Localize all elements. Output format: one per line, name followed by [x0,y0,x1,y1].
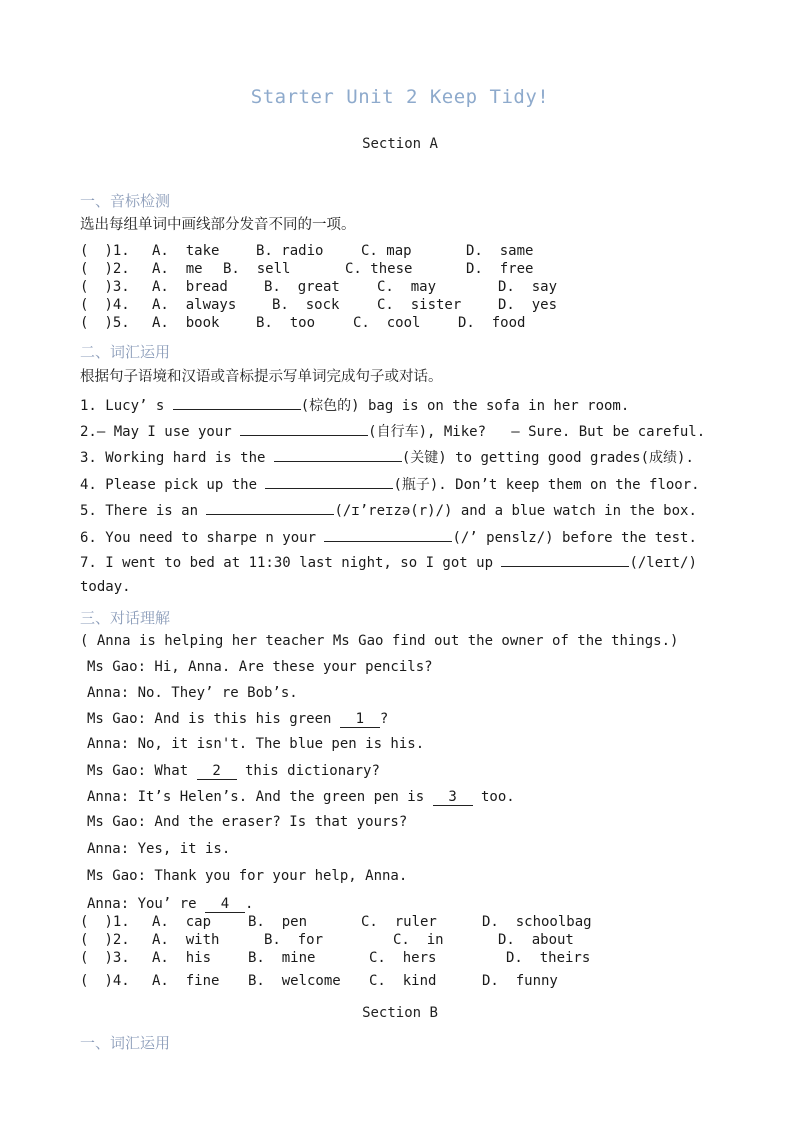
answer-blank[interactable] [274,447,402,462]
part2-item-2: 2.— May I use your (自行车), Mike? — Sure. But be careful. [80,421,705,441]
part2-instruction: 根据句子语境和汉语或音标提示写单词完成句子或对话。 [80,369,443,385]
part2-item-7: 7. I went to bed at 11:30 last night, so I got up (/leɪt/) [80,552,697,572]
part2-item-1: 1. Lucy’ s (棕色的) bag is on the sofa in her room. [80,395,629,415]
dialogue-line-1: Ms Gao: Hi, Anna. Are these your pencils? [87,659,433,675]
dialogue-line-2: Anna: No. They’ re Bob’s. [87,685,298,701]
answer-blank[interactable] [206,500,334,515]
part3-question-1: ( )1. A. cap B. pen C. ruler D. schoolbag [80,914,592,930]
dialogue-intro: ( Anna is helping her teacher Ms Gao find out the owner of the things.) [80,633,679,649]
answer-blank[interactable] [240,421,368,436]
section-a-label: Section A [362,136,438,152]
dialogue-line-9: Ms Gao: Thank you for your help, Anna. [87,868,408,884]
part1-question-4: ( )4. A. always B. sock C. sister D. yes [80,297,558,313]
part1-question-3: ( )3. A. bread B. great C. may D. say [80,279,558,295]
part1-instruction: 选出每组单词中画线部分发音不同的一项。 [80,217,356,233]
numbered-blank-1[interactable]: 1 [340,711,380,728]
dialogue-line-8: Anna: Yes, it is. [87,841,231,857]
part2-item-4: 4. Please pick up the (瓶子). Don’t keep them on the floor. [80,474,700,494]
dialogue-line-6: Anna: It’s Helen’s. And the green pen is 3 too. [87,789,515,805]
part1-heading: 一、音标检测 [80,192,171,210]
numbered-blank-3[interactable]: 3 [433,789,473,806]
dialogue-line-3: Ms Gao: And is this his green 1 ? [87,711,389,727]
dialogue-line-10: Anna: You’ re 4 . [87,896,254,912]
answer-blank[interactable] [501,552,629,567]
part2-item-5: 5. There is an (/ɪ’reɪzə(r)/) and a blue watch in the box. [80,500,697,520]
part3-question-3: ( )3. A. his B. mine C. hers D. theirs [80,950,591,966]
part4-heading: 一、词汇运用 [80,1034,171,1052]
answer-blank[interactable] [265,474,393,489]
part3-question-2: ( )2. A. with B. for C. in D. about [80,932,574,948]
part2-item-3: 3. Working hard is the (关键) to getting good grades(成绩). [80,447,694,467]
part3-question-4: ( )4. A. fine B. welcome C. kind D. funny [80,973,558,989]
part1-question-5: ( )5. A. book B. too C. cool D. food [80,315,526,331]
numbered-blank-2[interactable]: 2 [197,763,237,780]
section-b-label: Section B [362,1005,438,1021]
dialogue-line-7: Ms Gao: And the eraser? Is that yours? [87,814,408,830]
dialogue-line-4: Anna: No, it isn't. The blue pen is his. [87,736,425,752]
part1-question-1: ( )1. A. take B. radio C. map D. same [80,243,534,259]
part2-item-6: 6. You need to sharpe n your (/’ penslz/) before the test. [80,527,697,547]
part2-item-7-continued: today. [80,579,131,595]
page-title: Starter Unit 2 Keep Tidy! [250,86,550,108]
part2-heading: 二、词汇运用 [80,343,171,361]
answer-blank[interactable] [173,395,301,410]
dialogue-line-5: Ms Gao: What 2 this dictionary? [87,763,380,779]
numbered-blank-4[interactable]: 4 [205,896,245,913]
part3-heading: 三、对话理解 [80,609,171,627]
answer-blank[interactable] [324,527,452,542]
part1-question-2: ( )2. A. me B. sell C. these D. free [80,261,534,277]
